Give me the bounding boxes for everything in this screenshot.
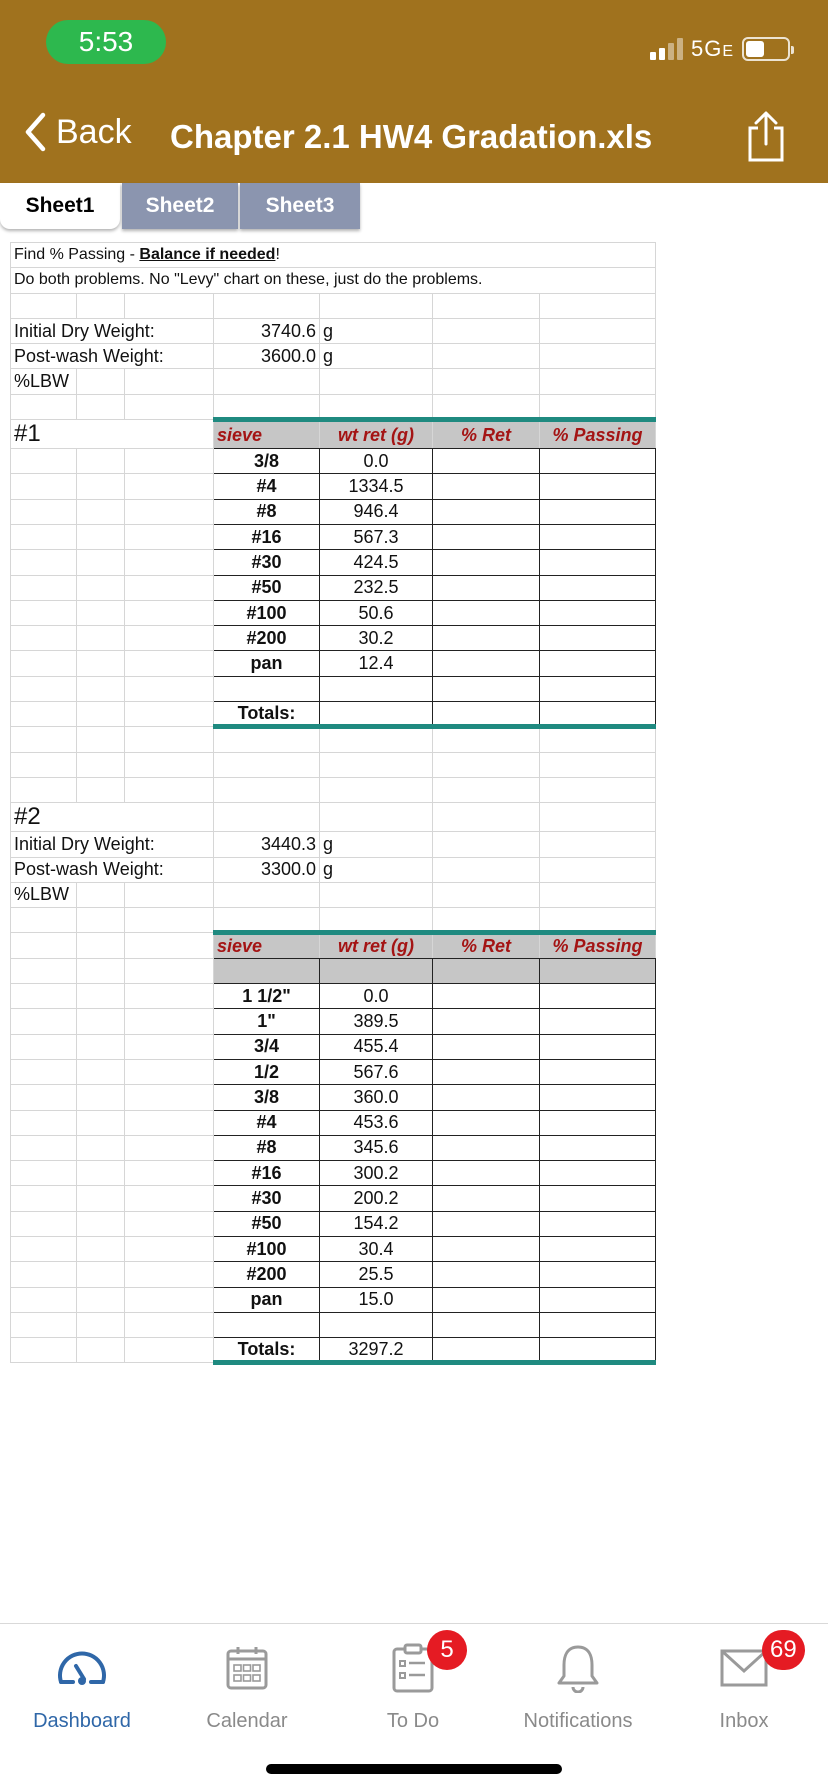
nav-inbox[interactable]: [664, 1636, 824, 1733]
p1-wt-ret[interactable]: 50.6: [320, 600, 433, 625]
p1-total-pct-ret[interactable]: [433, 702, 540, 727]
p1-pct-passing[interactable]: [540, 474, 656, 499]
p2-wt-ret[interactable]: 455.4: [320, 1034, 433, 1059]
p2-pct-passing[interactable]: [540, 1085, 656, 1110]
tab-sheet1[interactable]: Sheet1: [0, 183, 120, 229]
bell-icon: [554, 1643, 602, 1693]
dashboard-gauge-icon: [56, 1648, 108, 1688]
sheet-tabs: [0, 183, 360, 229]
p2-row: [11, 1186, 656, 1211]
p2-sieve[interactable]: 3/8: [214, 1085, 320, 1110]
p1-row: [11, 575, 656, 600]
p2-wt-ret[interactable]: 25.5: [320, 1262, 433, 1287]
nav-calendar-label: Calendar: [206, 1710, 288, 1732]
p2-sieve[interactable]: #50: [214, 1211, 320, 1236]
p2-pct-passing[interactable]: [540, 1287, 656, 1312]
p1-sieve[interactable]: 3/8: [214, 449, 320, 474]
p1-row: [11, 600, 656, 625]
p2-sieve[interactable]: 1/2: [214, 1059, 320, 1084]
p1-sieve[interactable]: #200: [214, 626, 320, 651]
p2-total-wt[interactable]: 3297.2: [320, 1338, 433, 1363]
p2-sieve[interactable]: 1": [214, 1009, 320, 1034]
tab-sheet3[interactable]: Sheet3: [240, 183, 360, 229]
p2-col-header-sieve: sieve: [214, 933, 320, 958]
share-button[interactable]: [744, 110, 788, 169]
p2-pct-ret[interactable]: [433, 1085, 540, 1110]
instruction-line-1: Find % Passing - Balance if needed!: [11, 243, 656, 268]
p1-pct-passing[interactable]: [540, 600, 656, 625]
p1-wt-ret[interactable]: 567.3: [320, 524, 433, 549]
p1-sieve[interactable]: pan: [214, 651, 320, 676]
p2-pct-passing[interactable]: [540, 1059, 656, 1084]
problem1-label: #1: [11, 420, 214, 449]
p2-row: [11, 1211, 656, 1236]
p1-row: [11, 550, 656, 575]
p2-initial-dry-value[interactable]: 3440.3: [214, 832, 320, 857]
nav-todo-label: To Do: [386, 1710, 440, 1732]
network-type: [691, 36, 734, 62]
p1-pct-passing[interactable]: [540, 550, 656, 575]
chevron-left-icon: [24, 112, 46, 152]
problem2-label: #2: [11, 803, 214, 832]
tab-sheet2[interactable]: Sheet2: [122, 183, 238, 229]
p1-lbw-label: %LBW: [11, 369, 77, 394]
p2-wt-ret[interactable]: 453.6: [320, 1110, 433, 1135]
p2-row: [11, 1009, 656, 1034]
p1-sieve[interactable]: #16: [214, 524, 320, 549]
p1-wt-ret[interactable]: 0.0: [320, 449, 433, 474]
p2-totals-label: Totals:: [214, 1338, 320, 1363]
p2-initial-dry-label: Initial Dry Weight:: [11, 832, 214, 857]
problem2-rows: [11, 984, 656, 1313]
p1-pct-passing[interactable]: [540, 449, 656, 474]
back-button[interactable]: [24, 112, 132, 152]
nav-todo[interactable]: [333, 1636, 493, 1733]
p1-totals-label: Totals:: [214, 702, 320, 727]
battery-icon: [742, 37, 790, 61]
p2-pct-ret[interactable]: [433, 1135, 540, 1160]
p2-post-wash-value[interactable]: 3300.0: [214, 857, 320, 882]
p2-wt-ret[interactable]: 360.0: [320, 1085, 433, 1110]
col-header-pct-ret: % Ret: [433, 420, 540, 449]
p2-wt-ret[interactable]: 345.6: [320, 1135, 433, 1160]
nav-calendar[interactable]: [167, 1640, 327, 1733]
p2-sieve[interactable]: #200: [214, 1262, 320, 1287]
p2-pct-passing[interactable]: [540, 1262, 656, 1287]
nav-dashboard-label: Dashboard: [33, 1710, 131, 1732]
p2-pct-ret[interactable]: [433, 1287, 540, 1312]
p1-pct-passing[interactable]: [540, 524, 656, 549]
p1-sieve[interactable]: #50: [214, 575, 320, 600]
p2-row: [11, 1085, 656, 1110]
p2-row: [11, 1059, 656, 1084]
p1-post-wash-unit: g: [320, 344, 433, 369]
p1-pct-ret[interactable]: [433, 524, 540, 549]
p2-wt-ret[interactable]: 389.5: [320, 1009, 433, 1034]
p2-row: [11, 1110, 656, 1135]
p2-pct-passing[interactable]: [540, 1211, 656, 1236]
nav-inbox-label: Inbox: [719, 1710, 769, 1732]
p1-pct-passing[interactable]: [540, 499, 656, 524]
p2-wt-ret[interactable]: 567.6: [320, 1059, 433, 1084]
p1-row: [11, 474, 656, 499]
p2-initial-dry-unit: g: [320, 832, 433, 857]
p1-pct-ret[interactable]: [433, 550, 540, 575]
p2-col-header-pct-passing: % Passing: [540, 933, 656, 958]
p1-total-wt[interactable]: [320, 702, 433, 727]
p2-sieve[interactable]: #4: [214, 1110, 320, 1135]
nav-dashboard[interactable]: [2, 1640, 162, 1733]
p2-wt-ret[interactable]: 0.0: [320, 984, 433, 1009]
p2-total-pct-passing[interactable]: [540, 1338, 656, 1363]
p1-pct-ret[interactable]: [433, 499, 540, 524]
p2-wt-ret[interactable]: 300.2: [320, 1161, 433, 1186]
p1-initial-dry-unit: g: [320, 318, 433, 343]
p2-sieve[interactable]: #16: [214, 1161, 320, 1186]
p1-row: [11, 626, 656, 651]
p1-post-wash-label: Post-wash Weight:: [11, 344, 214, 369]
p1-wt-ret[interactable]: 946.4: [320, 499, 433, 524]
document-title: Chapter 2.1 HW4 Gradation.xls: [170, 118, 653, 155]
p1-pct-ret[interactable]: [433, 474, 540, 499]
todo-badge: 5: [427, 1630, 467, 1670]
col-header-wt-ret: wt ret (g): [320, 420, 433, 449]
p2-post-wash-unit: g: [320, 857, 433, 882]
p2-sieve[interactable]: #8: [214, 1135, 320, 1160]
app-header: [0, 0, 828, 183]
p2-wt-ret[interactable]: 30.4: [320, 1236, 433, 1261]
status-time: 5:53: [46, 20, 166, 64]
p1-row: [11, 651, 656, 676]
col-header-sieve: sieve: [214, 420, 320, 449]
problem1-rows: [11, 449, 656, 677]
home-indicator: [266, 1764, 562, 1774]
p2-row: [11, 1161, 656, 1186]
p1-pct-passing[interactable]: [540, 651, 656, 676]
p1-sieve[interactable]: #100: [214, 600, 320, 625]
p1-total-pct-passing[interactable]: [540, 702, 656, 727]
instruction-emphasis: Balance if needed: [139, 246, 276, 264]
p2-pct-passing[interactable]: [540, 1009, 656, 1034]
network-label: 5G: [690, 36, 723, 61]
p2-sieve[interactable]: #100: [214, 1236, 320, 1261]
p2-row: [11, 1034, 656, 1059]
p2-wt-ret[interactable]: 154.2: [320, 1211, 433, 1236]
p2-row: [11, 984, 656, 1009]
p1-wt-ret[interactable]: 30.2: [320, 626, 433, 651]
p2-sieve[interactable]: #30: [214, 1186, 320, 1211]
instruction-line-2: Do both problems. No "Levy" chart on these, just do the problems.: [11, 268, 656, 293]
p1-pct-ret[interactable]: [433, 449, 540, 474]
p2-col-header-wt-ret: wt ret (g): [320, 933, 433, 958]
envelope-icon: [720, 1649, 768, 1687]
p2-pct-ret[interactable]: [433, 984, 540, 1009]
spreadsheet[interactable]: [10, 242, 656, 1365]
p2-pct-passing[interactable]: [540, 1186, 656, 1211]
p2-pct-ret[interactable]: [433, 1110, 540, 1135]
p1-sieve[interactable]: #30: [214, 550, 320, 575]
p1-row: [11, 499, 656, 524]
p2-row: [11, 1262, 656, 1287]
p2-sieve[interactable]: pan: [214, 1287, 320, 1312]
share-icon: [744, 110, 788, 164]
p2-wt-ret[interactable]: 15.0: [320, 1287, 433, 1312]
p1-row: [11, 449, 656, 474]
p2-pct-ret[interactable]: [433, 1009, 540, 1034]
col-header-pct-passing: % Passing: [540, 420, 656, 449]
p1-pct-passing[interactable]: [540, 626, 656, 651]
sheet-grid[interactable]: [10, 242, 656, 1365]
p2-pct-passing[interactable]: [540, 1236, 656, 1261]
p2-pct-passing[interactable]: [540, 1161, 656, 1186]
p2-total-pct-ret[interactable]: [433, 1338, 540, 1363]
p1-pct-ret[interactable]: [433, 575, 540, 600]
p1-wt-ret[interactable]: 424.5: [320, 550, 433, 575]
p2-pct-ret[interactable]: [433, 1186, 540, 1211]
p2-pct-passing[interactable]: [540, 984, 656, 1009]
p2-pct-passing[interactable]: [540, 1034, 656, 1059]
p1-sieve[interactable]: #8: [214, 499, 320, 524]
p2-pct-ret[interactable]: [433, 1236, 540, 1261]
p1-pct-ret[interactable]: [433, 626, 540, 651]
p1-initial-dry-label: Initial Dry Weight:: [11, 318, 214, 343]
calendar-icon: [226, 1645, 268, 1691]
p1-pct-ret[interactable]: [433, 600, 540, 625]
p2-lbw-label: %LBW: [11, 882, 77, 907]
p2-row: [11, 1287, 656, 1312]
p2-sieve[interactable]: 3/4: [214, 1034, 320, 1059]
p2-pct-ret[interactable]: [433, 1059, 540, 1084]
inbox-badge: 69: [762, 1630, 805, 1670]
p1-wt-ret[interactable]: 232.5: [320, 575, 433, 600]
p1-initial-dry-value[interactable]: 3740.6: [214, 318, 320, 343]
p2-pct-ret[interactable]: [433, 1034, 540, 1059]
p2-pct-ret[interactable]: [433, 1161, 540, 1186]
p1-pct-ret[interactable]: [433, 651, 540, 676]
p2-col-header-pct-ret: % Ret: [433, 933, 540, 958]
p2-pct-ret[interactable]: [433, 1211, 540, 1236]
nav-notifications-label: Notifications: [523, 1710, 633, 1732]
p1-wt-ret[interactable]: 1334.5: [320, 474, 433, 499]
p1-pct-passing[interactable]: [540, 575, 656, 600]
p1-post-wash-value[interactable]: 3600.0: [214, 344, 320, 369]
p2-row: [11, 1236, 656, 1261]
nav-notifications[interactable]: [498, 1640, 658, 1733]
signal-icon: [650, 38, 683, 60]
network-suffix: E: [722, 43, 734, 60]
p1-row: [11, 524, 656, 549]
p2-pct-passing[interactable]: [540, 1135, 656, 1160]
status-icons: [650, 34, 790, 64]
p1-sieve[interactable]: #4: [214, 474, 320, 499]
p2-row: [11, 1135, 656, 1160]
p2-pct-ret[interactable]: [433, 1262, 540, 1287]
back-label: Back: [56, 112, 132, 151]
p2-post-wash-label: Post-wash Weight:: [11, 857, 214, 882]
p2-sieve[interactable]: 1 1/2": [214, 984, 320, 1009]
p2-wt-ret[interactable]: 200.2: [320, 1186, 433, 1211]
p1-wt-ret[interactable]: 12.4: [320, 651, 433, 676]
p2-pct-passing[interactable]: [540, 1110, 656, 1135]
